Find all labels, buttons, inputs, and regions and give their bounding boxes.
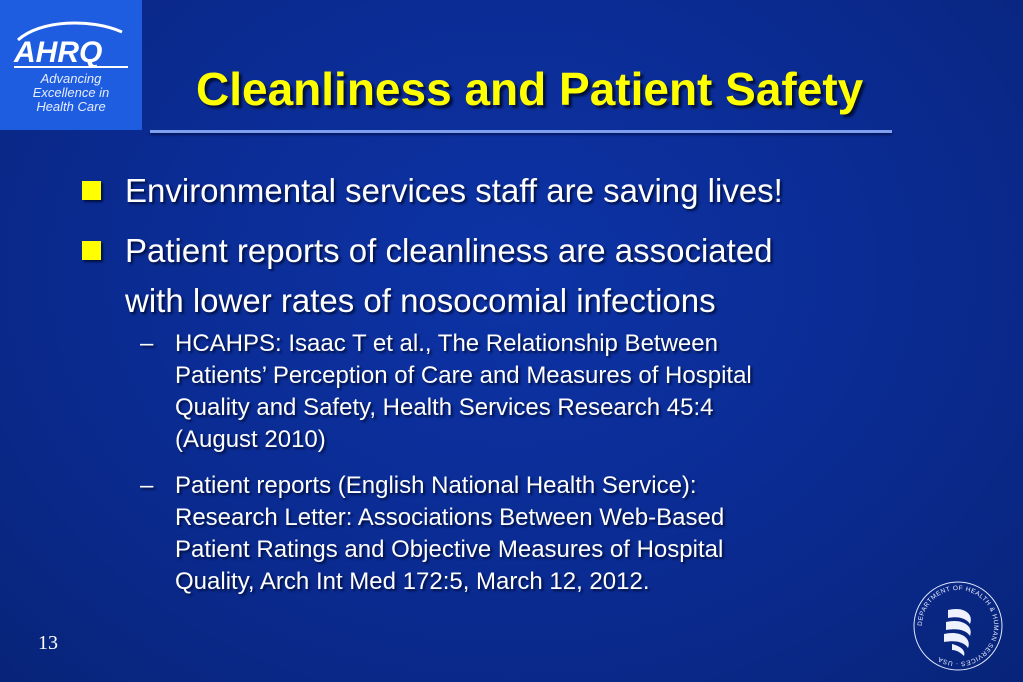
bullet-text	[125, 226, 945, 326]
ahrq-logo	[0, 0, 142, 130]
title-divider	[150, 130, 892, 133]
sub-bullet-line: HCAHPS: Isaac T et al., The Relationship Between	[175, 330, 718, 357]
sub-bullet-text	[175, 470, 905, 598]
sub-bullet-line: Research Letter: Associations Between Web-Based	[175, 504, 725, 531]
sub-bullet-dash: –	[140, 330, 154, 357]
bullet-text-line: with lower rates of nosocomial infections	[125, 282, 716, 319]
logo-tagline-line-2: Excellence in	[32, 85, 110, 100]
sub-bullet-text	[175, 328, 905, 456]
ahrq-wordmark-icon	[10, 18, 132, 70]
bullet-text-line: Patient reports of cleanliness are associated	[125, 232, 773, 269]
hhs-seal-icon	[912, 580, 1004, 672]
page-number: 13	[38, 632, 58, 654]
sub-bullet-item	[140, 328, 900, 456]
bullet-text: Environmental services staff are saving lives!	[125, 172, 783, 209]
sub-bullet-item	[140, 470, 900, 598]
seal-eagle-mark	[944, 609, 971, 656]
logo-wordmark-text: AHRQ	[14, 36, 103, 69]
bullet-square-icon	[82, 181, 101, 200]
sub-bullet-line: Quality and Safety, Health Services Research 45:4	[175, 394, 714, 421]
sub-bullet-line: Patients’ Perception of Care and Measures of Hospital	[175, 362, 752, 389]
bullet-item	[82, 226, 962, 326]
sub-bullet-line: Quality, Arch Int Med 172:5, March 12, 2012.	[175, 568, 650, 595]
bullet-square-icon	[82, 241, 101, 260]
bullet-item	[82, 166, 962, 216]
sub-bullet-line: Patient Ratings and Objective Measures of Hospital	[175, 536, 724, 563]
logo-tagline-line-1: Advancing	[40, 71, 102, 86]
logo-tagline	[4, 72, 138, 114]
sub-bullet-dash: –	[140, 472, 154, 499]
sub-bullet-line: (August 2010)	[175, 426, 326, 453]
slide-title: Cleanliness and Patient Safety	[196, 63, 864, 115]
seal-ring-text: DEPARTMENT OF HEALTH & HUMAN SERVICES · USA	[916, 584, 1000, 668]
logo-tagline-line-3: Health Care	[36, 99, 106, 114]
sub-bullet-line: Patient reports (English National Health Service):	[175, 472, 697, 499]
